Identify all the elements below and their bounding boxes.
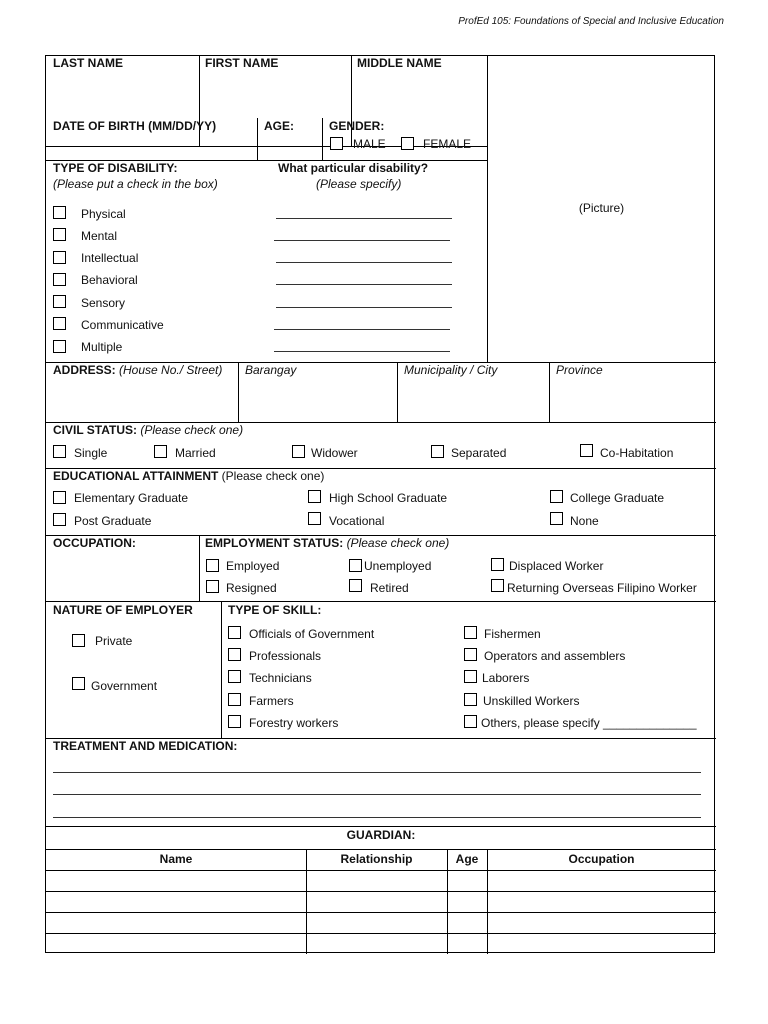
skill-others-checkbox[interactable] xyxy=(464,715,477,728)
employment-hint: (Please check one) xyxy=(346,536,450,550)
disability-behavioral-checkbox[interactable] xyxy=(53,273,66,286)
disability-physical-checkbox[interactable] xyxy=(53,206,66,219)
employer-option: Government xyxy=(91,679,158,693)
skill-label: TYPE OF SKILL: xyxy=(228,603,322,617)
skill-unskilled-checkbox[interactable] xyxy=(464,693,477,706)
edu-college-checkbox[interactable] xyxy=(550,490,563,503)
specify-line[interactable] xyxy=(276,307,452,308)
civil-option: Married xyxy=(175,446,216,460)
disability-title: TYPE OF DISABILITY: xyxy=(53,161,178,175)
edu-none-checkbox[interactable] xyxy=(550,512,563,525)
guardian-col-age: Age xyxy=(455,852,479,866)
education-label: EDUCATIONAL ATTAINMENT xyxy=(53,469,219,483)
edu-option: None xyxy=(570,514,599,528)
skill-option: Fishermen xyxy=(484,627,541,641)
gender-label: GENDER: xyxy=(329,119,385,133)
edu-vocational-checkbox[interactable] xyxy=(308,512,321,525)
male-checkbox[interactable] xyxy=(330,137,343,150)
address-label: ADDRESS: xyxy=(53,363,116,377)
first-name-label: FIRST NAME xyxy=(205,56,279,70)
skill-technicians-checkbox[interactable] xyxy=(228,670,241,683)
disability-item: Communicative xyxy=(81,318,164,332)
civil-widower-checkbox[interactable] xyxy=(292,445,305,458)
civil-status-label: CIVIL STATUS: xyxy=(53,423,137,437)
treatment-line[interactable] xyxy=(53,817,701,818)
occupation-label: OCCUPATION: xyxy=(53,536,136,550)
specify-line[interactable] xyxy=(274,351,450,352)
employer-government-checkbox[interactable] xyxy=(72,677,85,690)
edu-elementary-checkbox[interactable] xyxy=(53,491,66,504)
skill-option: Unskilled Workers xyxy=(483,694,580,708)
guardian-col-occupation: Occupation xyxy=(568,852,635,866)
edu-option: High School Graduate xyxy=(329,491,448,505)
skill-option: Technicians xyxy=(249,671,312,685)
edu-option: College Graduate xyxy=(570,491,665,505)
registration-form xyxy=(45,55,715,953)
skill-option: Professionals xyxy=(249,649,322,663)
employment-label-group xyxy=(205,536,449,550)
address-label-group xyxy=(53,363,222,377)
skill-option: Forestry workers xyxy=(249,716,339,730)
emp-unemployed-checkbox[interactable] xyxy=(349,559,362,572)
edu-option: Vocational xyxy=(329,514,385,528)
emp-employed-checkbox[interactable] xyxy=(206,559,219,572)
edu-highschool-checkbox[interactable] xyxy=(308,490,321,503)
specify-title: What particular disability? xyxy=(278,161,429,175)
treatment-line[interactable] xyxy=(53,772,701,773)
civil-separated-checkbox[interactable] xyxy=(431,445,444,458)
skill-option: Laborers xyxy=(482,671,530,685)
disability-multiple-checkbox[interactable] xyxy=(53,340,66,353)
civil-status-hint: (Please check one) xyxy=(140,423,244,437)
specify-line[interactable] xyxy=(274,329,450,330)
skill-option: Farmers xyxy=(249,694,294,708)
middle-name-label: MIDDLE NAME xyxy=(357,56,442,70)
emp-retired-checkbox[interactable] xyxy=(349,579,362,592)
edu-option: Elementary Graduate xyxy=(74,491,189,505)
civil-option: Co-Habitation xyxy=(600,446,674,460)
employer-label: NATURE OF EMPLOYER xyxy=(53,603,193,617)
age-label: AGE: xyxy=(264,119,294,133)
disability-mental-checkbox[interactable] xyxy=(53,228,66,241)
last-name-label: LAST NAME xyxy=(53,56,123,70)
skill-laborers-checkbox[interactable] xyxy=(464,670,477,683)
civil-option: Single xyxy=(74,446,108,460)
civil-status-label-group xyxy=(53,423,243,437)
disability-hint: (Please put a check in the box) xyxy=(53,177,218,191)
specify-line[interactable] xyxy=(276,284,452,285)
document-header: ProfEd 105: Foundations of Special and Inclusive Education xyxy=(458,16,724,27)
disability-communicative-checkbox[interactable] xyxy=(53,317,66,330)
skill-option: Others, please specify ______________ xyxy=(481,716,697,730)
emp-option: Resigned xyxy=(226,581,277,595)
guardian-label: GUARDIAN: xyxy=(346,828,416,842)
skill-fishermen-checkbox[interactable] xyxy=(464,626,477,639)
emp-option: Retired xyxy=(370,581,409,595)
skill-officials-checkbox[interactable] xyxy=(228,626,241,639)
dob-label: DATE OF BIRTH (MM/DD/YY) xyxy=(53,119,217,133)
province-label: Province xyxy=(556,363,603,377)
skill-option: Operators and assemblers xyxy=(484,649,626,663)
emp-returning-ofw-checkbox[interactable] xyxy=(491,579,504,592)
edu-postgrad-checkbox[interactable] xyxy=(53,513,66,526)
disability-item: Multiple xyxy=(81,340,123,354)
civil-option: Separated xyxy=(451,446,507,460)
emp-displaced-checkbox[interactable] xyxy=(491,558,504,571)
education-label-group xyxy=(53,469,324,483)
skill-professionals-checkbox[interactable] xyxy=(228,648,241,661)
education-hint: (Please check one) xyxy=(221,469,325,483)
treatment-line[interactable] xyxy=(53,794,701,795)
employer-private-checkbox[interactable] xyxy=(72,634,85,647)
specify-line[interactable] xyxy=(276,218,452,219)
employment-label: EMPLOYMENT STATUS: xyxy=(205,536,344,550)
disability-item: Behavioral xyxy=(81,273,138,287)
edu-option: Post Graduate xyxy=(74,514,152,528)
emp-option: Unemployed xyxy=(364,559,432,573)
civil-married-checkbox[interactable] xyxy=(154,445,167,458)
disability-item: Intellectual xyxy=(81,251,139,265)
disability-item: Sensory xyxy=(81,296,126,310)
skill-operators-checkbox[interactable] xyxy=(464,648,477,661)
civil-cohabitation-checkbox[interactable] xyxy=(580,444,593,457)
skill-option: Officials of Government xyxy=(249,627,375,641)
emp-option: Employed xyxy=(226,559,280,573)
specify-line[interactable] xyxy=(274,240,450,241)
civil-single-checkbox[interactable] xyxy=(53,445,66,458)
employer-option: Private xyxy=(95,634,133,648)
female-checkbox[interactable] xyxy=(401,137,414,150)
specify-hint: (Please specify) xyxy=(316,177,402,191)
picture-placeholder: (Picture) xyxy=(578,201,625,215)
disability-sensory-checkbox[interactable] xyxy=(53,295,66,308)
disability-intellectual-checkbox[interactable] xyxy=(53,251,66,264)
specify-line[interactable] xyxy=(276,262,452,263)
guardian-col-relationship: Relationship xyxy=(340,852,413,866)
disability-item: Physical xyxy=(81,207,126,221)
emp-resigned-checkbox[interactable] xyxy=(206,580,219,593)
municipality-label: Municipality / City xyxy=(404,363,498,377)
barangay-label: Barangay xyxy=(245,363,297,377)
emp-option: Returning Overseas Filipino Worker xyxy=(507,581,697,595)
female-label: FEMALE xyxy=(423,137,472,151)
address-hint: (House No./ Street) xyxy=(119,363,223,377)
disability-item: Mental xyxy=(81,229,118,243)
skill-farmers-checkbox[interactable] xyxy=(228,693,241,706)
emp-option: Displaced Worker xyxy=(509,559,604,573)
civil-option: Widower xyxy=(311,446,358,460)
guardian-col-name: Name xyxy=(159,852,193,866)
male-label: MALE xyxy=(353,137,386,151)
skill-forestry-checkbox[interactable] xyxy=(228,715,241,728)
treatment-label: TREATMENT AND MEDICATION: xyxy=(53,739,238,753)
